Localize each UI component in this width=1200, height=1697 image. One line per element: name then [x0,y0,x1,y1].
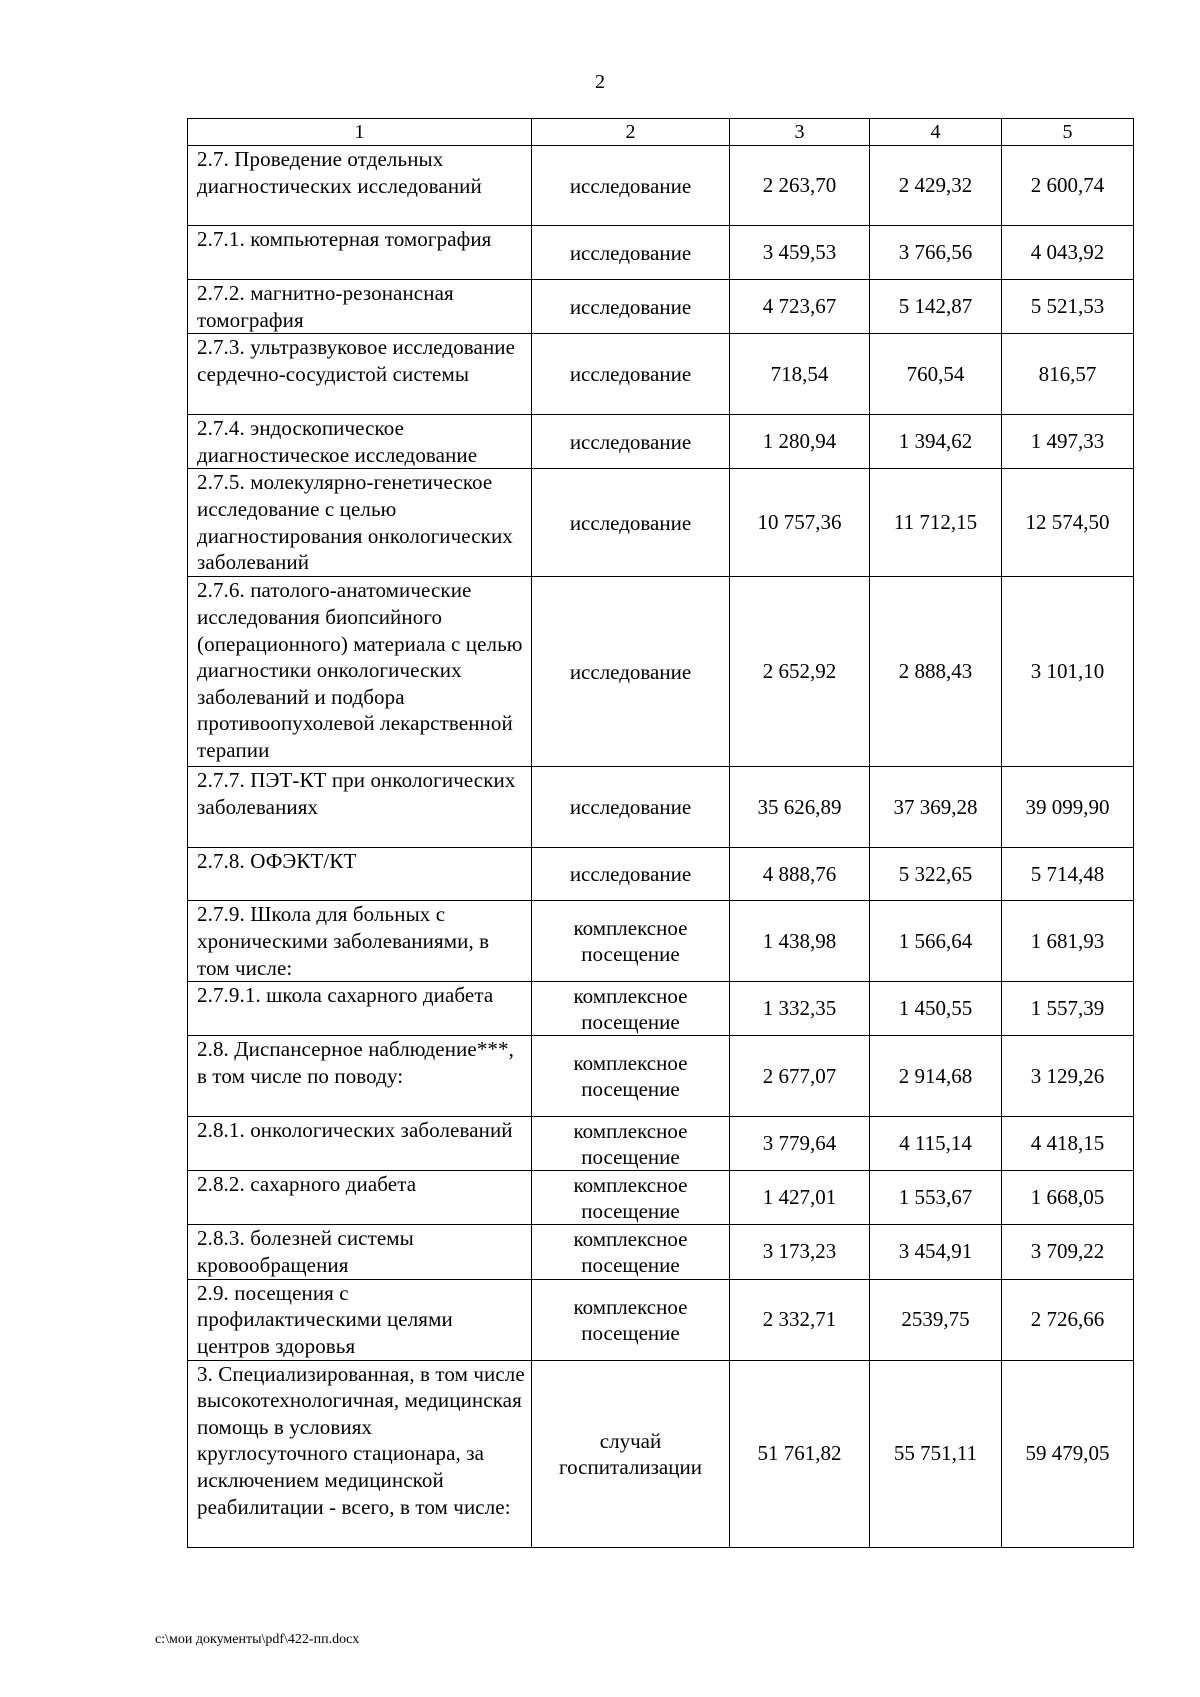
row-unit-cell: исследование [532,577,730,767]
table-header-row [188,119,1134,146]
table-row [188,415,1134,469]
row-value-col3: 51 761,82 [730,1360,870,1547]
row-unit-cell: комплексное посещение [532,1117,730,1171]
row-value-col5: 3 129,26 [1002,1036,1134,1117]
row-value-col5: 59 479,05 [1002,1360,1134,1547]
table-row [188,146,1134,226]
row-value-col3: 718,54 [730,334,870,415]
table-row [188,1171,1134,1225]
row-value-col4: 760,54 [870,334,1002,415]
table-row [188,1360,1134,1547]
row-unit-cell: исследование [532,334,730,415]
row-value-col5: 816,57 [1002,334,1134,415]
row-value-col3: 3 779,64 [730,1117,870,1171]
row-value-col3: 4 723,67 [730,280,870,334]
row-unit-cell: случай госпитализации [532,1360,730,1547]
row-name-cell: 2.7.1. компьютерная томография [188,226,532,280]
row-name-cell: 2.8.1. онкологических заболеваний [188,1117,532,1171]
table-row [188,226,1134,280]
row-value-col5: 39 099,90 [1002,767,1134,848]
row-value-col4: 5 142,87 [870,280,1002,334]
row-value-col5: 3 101,10 [1002,577,1134,767]
row-value-col5: 1 681,93 [1002,901,1134,982]
row-value-col4: 5 322,65 [870,848,1002,901]
table-row [188,1117,1134,1171]
row-value-col3: 1 280,94 [730,415,870,469]
row-unit-cell: исследование [532,767,730,848]
row-value-col5: 2 600,74 [1002,146,1134,226]
table-row [188,1279,1134,1360]
row-name-cell: 2.7.2. магнитно-резонансная томография [188,280,532,334]
row-unit-cell: исследование [532,469,730,577]
tariff-table [187,118,1134,1548]
header-col-3: 3 [730,119,870,146]
row-unit-cell: исследование [532,280,730,334]
row-value-col5: 4 043,92 [1002,226,1134,280]
row-name-cell: 2.7. Проведение отдельных диагностических исследований [188,146,532,226]
row-value-col4: 3 766,56 [870,226,1002,280]
table-row [188,901,1134,982]
row-name-cell: 3. Специализированная, в том числе высокотехнологичная, медицинская помощь в условиях круглосуточного стационара, за исключением медицинской реабилитации - всего, в том числе: [188,1360,532,1547]
row-value-col3: 1 427,01 [730,1171,870,1225]
row-value-col4: 2 888,43 [870,577,1002,767]
row-value-col3: 1 438,98 [730,901,870,982]
row-value-col5: 1 497,33 [1002,415,1134,469]
row-value-col3: 2 652,92 [730,577,870,767]
row-value-col5: 1 668,05 [1002,1171,1134,1225]
row-value-col5: 5 521,53 [1002,280,1134,334]
row-value-col3: 2 263,70 [730,146,870,226]
row-name-cell: 2.7.7. ПЭТ-КТ при онкологических заболеваниях [188,767,532,848]
row-value-col4: 1 553,67 [870,1171,1002,1225]
row-name-cell: 2.8.2. сахарного диабета [188,1171,532,1225]
row-value-col4: 1 450,55 [870,982,1002,1036]
row-name-cell: 2.7.3. ультразвуковое исследование сердечно-сосудистой системы [188,334,532,415]
row-value-col4: 4 115,14 [870,1117,1002,1171]
table-row [188,1036,1134,1117]
row-unit-cell: комплексное посещение [532,1171,730,1225]
table-row [188,982,1134,1036]
row-name-cell: 2.8. Диспансерное наблюдение***, в том числе по поводу: [188,1036,532,1117]
row-unit-cell: исследование [532,848,730,901]
row-value-col4: 1 394,62 [870,415,1002,469]
row-unit-cell: комплексное посещение [532,1036,730,1117]
row-name-cell: 2.7.8. ОФЭКТ/КТ [188,848,532,901]
row-value-col4: 3 454,91 [870,1225,1002,1279]
row-value-col5: 4 418,15 [1002,1117,1134,1171]
row-value-col3: 35 626,89 [730,767,870,848]
header-col-5: 5 [1002,119,1134,146]
row-unit-cell: комплексное посещение [532,1279,730,1360]
table-row [188,577,1134,767]
row-name-cell: 2.7.6. патолого-анатомические исследования биопсийного (операционного) материала с целью диагностики онкологических заболеваний и подбора противоопухолевой лекарственной терапии [188,577,532,767]
table-row [188,280,1134,334]
row-value-col4: 11 712,15 [870,469,1002,577]
row-name-cell: 2.8.3. болезней системы кровообращения [188,1225,532,1279]
row-value-col3: 4 888,76 [730,848,870,901]
page-number: 2 [595,71,605,93]
footer-file-path: c:\мои документы\pdf\422-пп.docx [155,1632,360,1647]
row-value-col4: 1 566,64 [870,901,1002,982]
row-value-col5: 2 726,66 [1002,1279,1134,1360]
row-value-col3: 3 459,53 [730,226,870,280]
header-col-4: 4 [870,119,1002,146]
row-value-col4: 55 751,11 [870,1360,1002,1547]
row-value-col5: 5 714,48 [1002,848,1134,901]
row-name-cell: 2.7.5. молекулярно-генетическое исследование с целью диагностирования онкологических заболеваний [188,469,532,577]
row-unit-cell: исследование [532,146,730,226]
row-value-col5: 1 557,39 [1002,982,1134,1036]
row-name-cell: 2.7.9.1. школа сахарного диабета [188,982,532,1036]
row-unit-cell: исследование [532,415,730,469]
row-value-col3: 3 173,23 [730,1225,870,1279]
row-unit-cell: комплексное посещение [532,901,730,982]
header-col-1: 1 [188,119,532,146]
row-value-col5: 3 709,22 [1002,1225,1134,1279]
row-unit-cell: исследование [532,226,730,280]
row-value-col3: 2 332,71 [730,1279,870,1360]
table-row [188,334,1134,415]
row-unit-cell: комплексное посещение [532,1225,730,1279]
row-value-col3: 10 757,36 [730,469,870,577]
row-value-col3: 2 677,07 [730,1036,870,1117]
table-row [188,1225,1134,1279]
table-row [188,767,1134,848]
row-value-col4: 2539,75 [870,1279,1002,1360]
row-value-col3: 1 332,35 [730,982,870,1036]
row-value-col4: 37 369,28 [870,767,1002,848]
row-value-col5: 12 574,50 [1002,469,1134,577]
row-unit-cell: комплексное посещение [532,982,730,1036]
header-col-2: 2 [532,119,730,146]
row-value-col4: 2 429,32 [870,146,1002,226]
table-row [188,469,1134,577]
row-name-cell: 2.7.4. эндоскопическое диагностическое исследование [188,415,532,469]
row-name-cell: 2.7.9. Школа для больных с хроническими заболеваниями, в том числе: [188,901,532,982]
table-row [188,848,1134,901]
row-value-col4: 2 914,68 [870,1036,1002,1117]
row-name-cell: 2.9. посещения с профилактическими целями центров здоровья [188,1279,532,1360]
